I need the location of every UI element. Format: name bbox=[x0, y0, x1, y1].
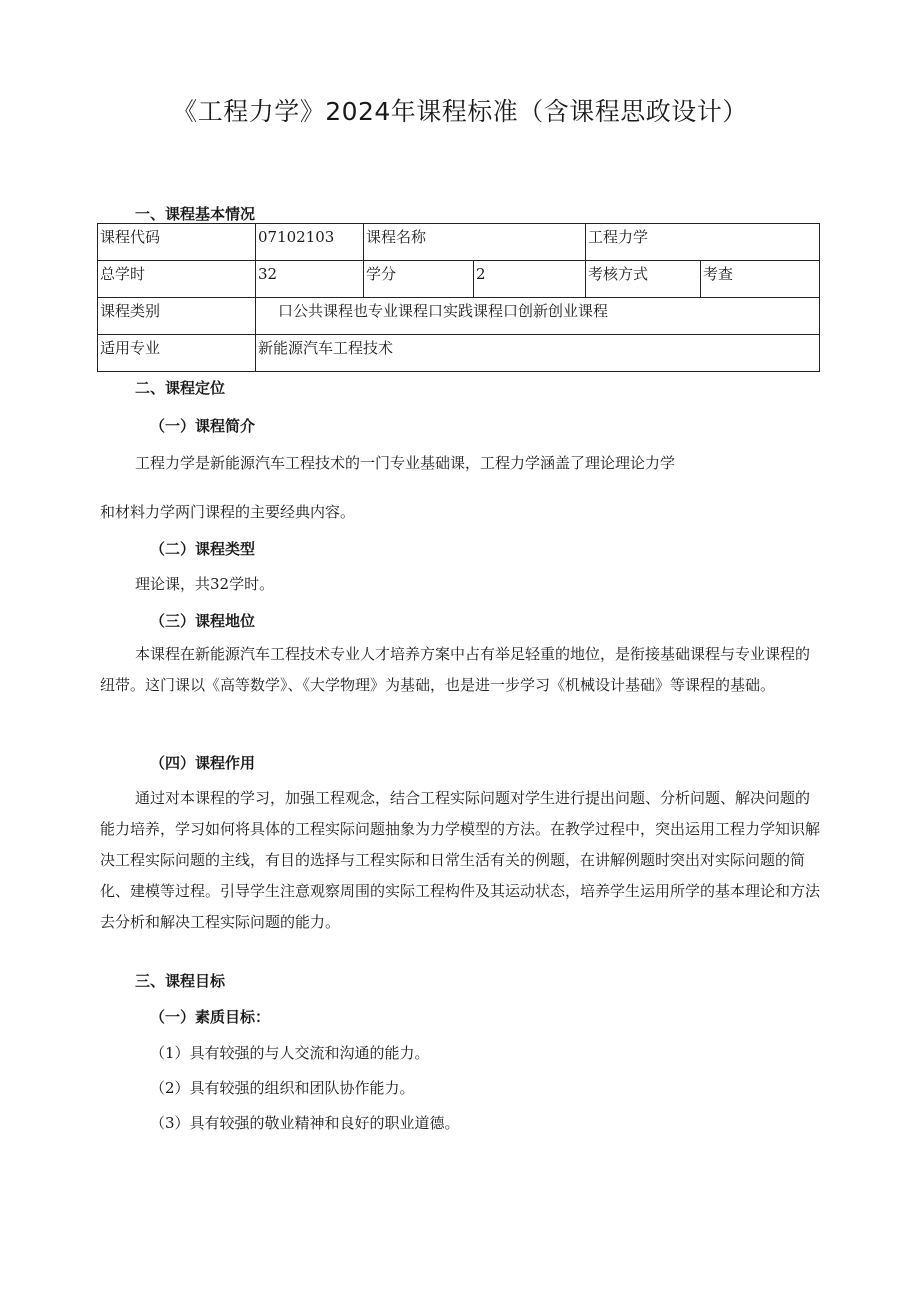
credit-label: 学分 bbox=[364, 261, 474, 298]
list-item: （2）具有较强的组织和团队协作能力。 bbox=[150, 1079, 415, 1097]
table-row bbox=[98, 261, 820, 298]
course-type-text: 理论课，共32学时。 bbox=[135, 575, 275, 593]
section-heading-basic-info: 一、课程基本情况 bbox=[135, 205, 256, 223]
applicable-major-label: 适用专业 bbox=[98, 335, 256, 372]
table-row bbox=[98, 224, 820, 261]
course-name-label: 课程名称 bbox=[364, 224, 586, 261]
table-row bbox=[98, 298, 820, 335]
course-category-label: 课程类别 bbox=[98, 298, 256, 335]
course-intro-line-2: 和材料力学两门课程的主要经典内容。 bbox=[100, 503, 356, 521]
subheading-quality-objectives: （一）素质目标： bbox=[150, 1008, 271, 1026]
course-info-table bbox=[97, 223, 820, 372]
course-role-paragraph: 通过对本课程的学习，加强工程观念，结合工程实际问题对学生进行提出问题、分析问题、解决问题的能力培养，学习如何将具体的工程实际问题抽象为力学模型的方法。在教学过程中，突出运用工程力学知识解决工程实际问题的主线，有目的选择与工程实际和日常生活有关的例题，在讲解例题时突出对实际问题的简化、建模等过程。引导学生注意观察周围的实际工程构件及其运动状态，培养学生运用所学的基本理论和方法去分析和解决工程实际问题的能力。 bbox=[100, 789, 821, 931]
subheading-course-role: （四）课程作用 bbox=[150, 754, 256, 772]
section-heading-objectives: 三、课程目标 bbox=[135, 972, 226, 990]
course-name-value: 工程力学 bbox=[586, 224, 820, 261]
list-item: （3）具有较强的敬业精神和良好的职业道德。 bbox=[150, 1114, 460, 1132]
exam-method-label: 考核方式 bbox=[586, 261, 701, 298]
course-code-value: 07102103 bbox=[256, 224, 364, 261]
table-row bbox=[98, 335, 820, 372]
subheading-course-status: （三）课程地位 bbox=[150, 612, 256, 630]
total-hours-label: 总学时 bbox=[98, 261, 256, 298]
exam-method-value: 考查 bbox=[701, 261, 820, 298]
total-hours-value: 32 bbox=[256, 261, 364, 298]
course-status-paragraph: 本课程在新能源汽车工程技术专业人才培养方案中占有举足轻重的地位，是衔接基础课程与专业课程的纽带。这门课以《高等数学》、《大学物理》为基础，也是进一步学习《机械设计基础》等课程的基础。 bbox=[100, 645, 811, 694]
credit-value: 2 bbox=[474, 261, 586, 298]
subheading-course-type: （二）课程类型 bbox=[150, 540, 256, 558]
list-item: （1）具有较强的与人交流和沟通的能力。 bbox=[150, 1044, 430, 1062]
applicable-major-value: 新能源汽车工程技术 bbox=[256, 335, 820, 372]
section-heading-positioning: 二、课程定位 bbox=[135, 379, 226, 397]
course-intro-line-1: 工程力学是新能源汽车工程技术的一门专业基础课，工程力学涵盖了理论理论力学 bbox=[135, 454, 676, 472]
document-title: 《工程力学》2024年课程标准（含课程思政设计） bbox=[172, 97, 748, 126]
course-category-value: 口公共课程也专业课程口实践课程口创新创业课程 bbox=[256, 298, 820, 335]
course-code-label: 课程代码 bbox=[98, 224, 256, 261]
subheading-course-intro: （一）课程简介 bbox=[150, 417, 256, 435]
